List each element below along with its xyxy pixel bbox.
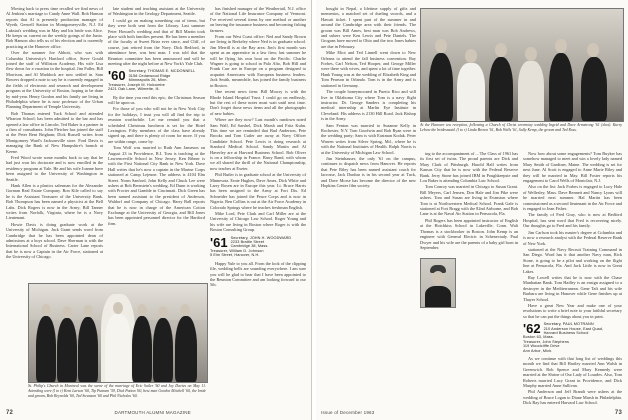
paragraph: ing to the accompaniment of ... The Class of 1961 has its first set of twins. The proud parents are Dick and Mary Clark of Pittsburgh. Harold Hall writes from Kansas City that he is now with the Federal Reserve Bank. Jerry Stone has joined IBM in Poughkeepsie and Lou Baker is attending Columbia Law School. [420, 151, 518, 184]
paragraph: Moving back to press time recalled we find news of Al Jenkins's marriage to Candy Anne Wall. Bob Hanson reports that Al is presently production manager of Wyeth, Gencell Station in Montgomeryville, N.J. Ed Lukstat's wedding was in May and his bride was Alice. He keeps us current on the weekly goings of the Junto. Bob Hanson also tells us of his election and is currently practicing at the Hanover office. [6, 6, 103, 49]
class-1962-heading [523, 322, 622, 353]
secretary-line: Boston 63, Mass. [523, 335, 554, 340]
left-column-2 [108, 6, 205, 276]
paragraph: Where are they now? Last month's rundown noted Sam Wall, Ed Sarshel, Dick Marsh and Fritz Kuhn. This time we are reminded that Bud Anderson, Pete Brooks and Tom Cutler are away at Navy Officer Candidate School. Pete Lewis is doing research at Stanford Medical School. Sandy Martin and Al Haverley are at Harvard Business School. Bob Oliver is on a fellowship in France. Barry Rand, with whom we all shared the thrill of the National Championship, now teaches at Exeter. [210, 117, 306, 171]
secretary-line: Treasurer, Joseph M. Holcombe [108, 82, 165, 87]
paragraph: The family of Fred Gray, who is now at Bedford Hospital, has sent word that Fred is recovering nicely. Our thoughts go to Fred and his family. [523, 212, 622, 229]
paragraph: Jim Steinhauser, the only '61 on the campus, continues to dispatch news from Hanover. He reports that Pete Riley has been named assistant coach for lacrosse, Jack Dunbar is in his second year at Tuck, and Dave Morse has become the director of the new Hopkins Center film society. [321, 155, 416, 188]
paragraph: I could go on making something out of items, but they were both sent from the Library. Last summer Peter Howard's wedding and that of Bill Martin took place with both families present. He has been a member of the faculty at Sweet Briar ever since, and Cliff, of course, just retired from the Navy. Dick Bedford, in attendance here, was best man. I was told that the Reunion committee has been announced and will be meeting after the night before at New York's Yale Club. [108, 17, 205, 67]
left-page [0, 0, 312, 420]
wedding-photo-caption: St. Philip's Church in Montreal was the scene of the marriage of Eric Sailer '60 and Joy Davies on May 11. Attending were (l to r) Kent Larson '60, Tip Putnam '59, Dick Patton '60, best man Gordon Mitchell '60, the bride and groom, Bob Reynolds '60, Ted Swanson '60 and Phil Nicholas '60. [28, 384, 206, 398]
paragraph: Phil Anderson and Jeff Brandt were ushers at the wedding of Bruce Logan to Diane Marsh in Philadelphia. Dick Ray has entered Harvard Law School. [523, 389, 622, 406]
left-footer [6, 410, 306, 416]
paragraph: Mike Lord, Pete Clark and Carl Miller are at the University of Chicago Law School. Roger Young and his wife are living in Boston where Roger is with the Boston Consulting Group. [210, 211, 306, 233]
class-1960-heading [108, 69, 205, 91]
secretary-line: Cambridge 38, Mass. [230, 244, 269, 249]
paragraph: Phil Butler is in graduate school at the University of Minnesota. Ernie Hughes, Dave Ames, Dick White and Larry Rosen are in Europe this year. Lt. Bruce Harris has been assigned to the Army at Fort Dix. Ed Schneider has joined the Peace Corps and is now in Nigeria. Ben Collins is out at the Air Force Academy in Colorado Springs where he teaches freshman English. [210, 172, 306, 210]
magazine-name: DARTMOUTH ALUMNI MAGAZINE [114, 410, 191, 415]
paragraph: As we continue with that long list of weddings this month we find that Bill Hartley married Ann Walsh in Greenwich. Bob Spence and Mary Kennedy were married at the Shrine of Our Lady of Lourdes. Also, Tom Roberts married Lucy Grant in Providence, and Dick Murphy married Anne Sullivan. [523, 356, 622, 389]
wedding-group-photo [28, 283, 208, 383]
secretary-line: Harvard Business School [543, 331, 589, 335]
paragraph: Have a great New Year and make one of your resolutions to write a brief note to your faithful secretary so that he can put the things about you in print. [523, 302, 622, 319]
secretary-line: Treasurer, John Stephens [523, 339, 569, 344]
secretary-line: 5 Elm Street, Hanover, N.H. [210, 253, 260, 258]
paragraph: Also on the list: Jack Forbes is engaged to Lucy Hale of Wellesley, Mass. Dave Bennett and Nancy Lyons will be married next summer. Hal Martin has been commissioned as a second lieutenant in the Air Force and is engaged to Jean Fisher. [523, 184, 622, 212]
right-footer [321, 410, 622, 416]
paragraph: Fred Wood wrote some months back to say that he had just won his doctorate and is now enrolled in the residency program at Yale. He and his wife Joanne have been assigned to the University of Washington in Seattle. [6, 154, 103, 182]
reception-photo [420, 8, 624, 122]
secretary-line: Secretary, THOMAS E. MCDONNELL [128, 69, 196, 74]
paragraph: Ray Lowell writes that he is now with the Chase Manhattan Bank. Tom Hadley is an ensign assigned to a destroyer in the Mediterranean. Gene Taft and his wife Barbara are living in Hanover while Gene finishes up at Thayer School. [523, 274, 622, 302]
secretary-line: Secretary, JOHN H. WOODWARD [230, 235, 292, 240]
secretary-line: 210 Anderson House, East Quad, [543, 326, 604, 331]
issue-date: Issue of December 1963 [321, 410, 375, 415]
paragraph: has finished manager of the Weathertail, N.J. office of the National Life Insurance Company of Vermont. I've received several items by one method or another on leaving the insurance business and becoming fishing farmers. [210, 6, 306, 33]
paragraph: late student and teaching assistant at the University of Washington in the Geology Department, Seattle. [108, 6, 205, 17]
paragraph: Tom Conroy was married in Chicago to Susan Grant. Bill Meyers, Carl Jensen, Don Hale and Jim Pike were ushers. Tom and Susan are living in Evanston where Tom is at Northwestern Medical School. Frank Gale is stationed at Fort Bragg with the 82nd Airborne, and Bob Lane is at the Naval Air Station in Pensacola, Fla. [420, 184, 518, 217]
paragraph: Tom Wolf was married to Ruth Ann Jameson on August 23 in Providence, R.I. Tom is teaching at the Lawrenceville School in New Jersey. Ken Ribner is with the First National City Bank in New York. Dave Hall writes that he's now a captain in the Marine Corps stationed at Camp Lejeune. The address is 4104 Elm Street. Norm Sanford, John Kelly and Chuck Lee were ushers at Bob Bernstein's wedding. Ed Dunn is working with Procter and Gamble in Cincinnati. Dick Green has been named assistant to the president of Anderson, Waldorf and Company of Chicago. Harry Ball reports that he is now in charge of the American Cotton Exchange at the University of Georgia, and Bill Jones has been appointed personnel director for the Hartford firm. [108, 145, 205, 226]
paragraph: Bob Thomas entered Tuck School and attended Wharton School; has been admitted to the bar and has opened a law office in Lincoln. Ted Baker is a partner in a firm of consultants. John Fletcher has joined the staff at the Peter Bent Brigham; Dick Russell writes from Montgomery Ward's Jacksonville store. Ford Davis is managing the Bank of New Hampshire's branch at Keene. [6, 110, 103, 154]
right-column-3 [523, 151, 622, 406]
class-year: '61 [210, 234, 228, 250]
portrait-photo [420, 258, 456, 308]
secretary-line: 3158 Cedarwood Ridge [128, 73, 171, 78]
paragraph: Mike Eliot and Ted Linnell went down to New Orleans to attend the fall business convention. Ray Forbes, Carl Nelson, Ted Hooper, and George Miller were there with wives, and spent a lot of time together. Hank Young was at the wedding of Elizabeth King and Tom Pearson in Orlando. Tom is in the Army and is stationed in Germany. [321, 50, 416, 88]
page-number: 73 [614, 410, 622, 416]
paragraph: Hank Allen is a plastics salesman for the Alexander Gorman Real Estate Company. Ron Kile called to say he is the Assistant Treasurer of the University Bank. Bob Thompson has been named a physicist at the Bell Labs. Dick Rogers is now in the Army; Bill Tanner writes from Norfolk, Virginia, where he is a Navy Lieutenant. [6, 183, 103, 221]
class-year: '62 [523, 321, 541, 337]
paragraph: For those of you who will not be in New York City for the holidays, I trust you will all find the trip to reunion worthwhile. Let me remind you that a scheduled Christmas luncheon is set for the Hotel Lexington. Fifty members of the class have already signed up, and there is plenty of room for more. If you are within range, come by. [108, 106, 205, 144]
paragraph: Now how about some engagements? Tom Buyker has somehow managed to meet and win a lovely lady named Mary Smith of Gardiner, Maine. The wedding is set for next June. Al Scott is engaged to Anne Marie Riley and they will be married in May. Bill Foster reports his engagement to Carol Wells of Montclair, N.J. [523, 151, 622, 184]
secretary-line: 119 Woodcliffe Drive [523, 344, 560, 349]
secretary-line: Minneapolis 26, Minn. [128, 78, 168, 83]
left-column-3 [210, 6, 306, 406]
paragraph: Happy Yule to you all. From the look of the clipping file, wedding bells are sounding everywhere. I am sure you will be glad to hear that I have been appointed to the Reunion Committee and am looking forward to our 5th. [210, 260, 306, 288]
secretary-line: 2233 Brattle Street [230, 240, 265, 245]
left-column-1 [6, 6, 103, 276]
paragraph: Over the summer Joe Abbott, who was with Columbia University's Hartford office, Steve Gould joined the staff of Williston Academy. His wife Lisa flew down for a vacation in the hospital. Jim Fuller, Bill Morrison, and Al Maddock are now settled in. Sam Bowers dropped a note to say he is currently engaged in the fields of electronic and research and development program at the University of Boston, hoping to be done by mid-year. Henry Gordon and his family are living in Philadelphia where he is now professor of the Urban Planning Department of Temple University. [6, 50, 103, 110]
paragraph: stationed at the Navy Recruit Training Command in San Diego. Word has it that another Navy man, Rick Stone, is going to be a pilot and working on the flight line at Pensacola, Fla. And Jack Little is now in Great Lakes. [523, 246, 622, 274]
secretary-line: 2421 Oak Lane, Wilmette, Ill. [108, 87, 160, 92]
reception-photo-caption: At the Hanover tea reception, following a Church of Christ ceremony wedding Ingrid and Dave Armstrong '61 (shot). Kurry Lebow the bridesmaid. (l to r) Linda Brown '61, Bob Wells '61, Sally Kemp, the groom and Ted Ross. [420, 123, 622, 132]
paragraph: By the time you read this epic, the Christmas Season will be upon us. [108, 94, 205, 105]
paragraph: Jim Carlson took his master's degree at Columbia and is now a research analyst with the Federal Reserve Bank of New York. [523, 229, 622, 246]
secretary-line: Ann Arbor, Mich. [523, 348, 553, 353]
paragraph: One recent news item: Bill Mowry is with the Rhode Island Hospital Trust. I could go on endlessly, but the rest of these notes must wait until next time. Don't forget those news items and all the photographs of new babies. [210, 89, 306, 116]
paragraph: Howie Davis is doing graduate work at the University of Michigan. Jack Grant sends word from Cambridge that he has been appointed dean of admissions at a boys school. Dave Sherman is with the International School of Business. Carter Lane reports that he is now a Captain in the Air Force, stationed at the University of Chicago. [6, 221, 103, 260]
right-column-1 [321, 6, 416, 406]
paragraph: Phil Rogers has been appointed instructor of English at the Hotchkiss School in Lakeville, Conn. Walt Thomas is a stockbroker in Boston. John Kemp is an engineer with General Electric in Schenectady. Paul Dwyer and his wife are the parents of a baby girl born in September. [420, 217, 518, 250]
paragraph: From our West Coast office: Ned and Sandy Brown are living in Berkeley where Ned is in graduate school. Jim Merrill is at the Bay area. Jim's first month was spent as an apprentice in a law firm; last summer he will be flying his own boat on the Pacific. Charlie Wagner is going to school in Palo Alto, Bob Hill and Frank Carr are in Europe on a program designed to acquaint Americans with European business leaders. Jack Smith, meanwhile, has joined the family business in Boston. [210, 34, 306, 88]
paragraph: bought in Nepal, a lifetime supply of gifts and mementos, a matched set of dueling swords, and a Hawaii ticket. I spent part of the summer in and around the Cambridge area with their friends. The groom was Bill Ames, best man was Bob Andrews, and ushers were Ken Lewis and Pete Daniels. The Grogans have moved to Ohio and the two Jones babies are due in February. [321, 6, 416, 49]
paragraph: The couple honeymooned in Puerto Rico and will live in Oklahoma City where Tom is a navy flight instructor. Dr. George Sanders is completing his medical internship at Marlin Eye Institute in Cleveland. His address is 2130 Hill Road. Jack Bishop is in the Army. [321, 89, 416, 122]
class-1961-heading [210, 236, 306, 258]
secretary-line: Secretary, PAUL MOTRANN [543, 322, 594, 327]
page-number: 72 [6, 410, 14, 416]
secretary-line: Treasurer, William D. Johnson [210, 248, 264, 253]
paragraph: Sam Fenton was married to Suzanne Kelly in Rochester, N.Y. Tom Goodwin and Bob Ryan were in the wedding party; Sam is with Eastman Kodak. Peter Warren writes from Silver Spring, Md., where he is with the National Institutes of Health. Ralph Norris is at the University of Michigan Law School. [321, 122, 416, 155]
right-page [316, 0, 628, 420]
class-year: '60 [108, 68, 126, 84]
